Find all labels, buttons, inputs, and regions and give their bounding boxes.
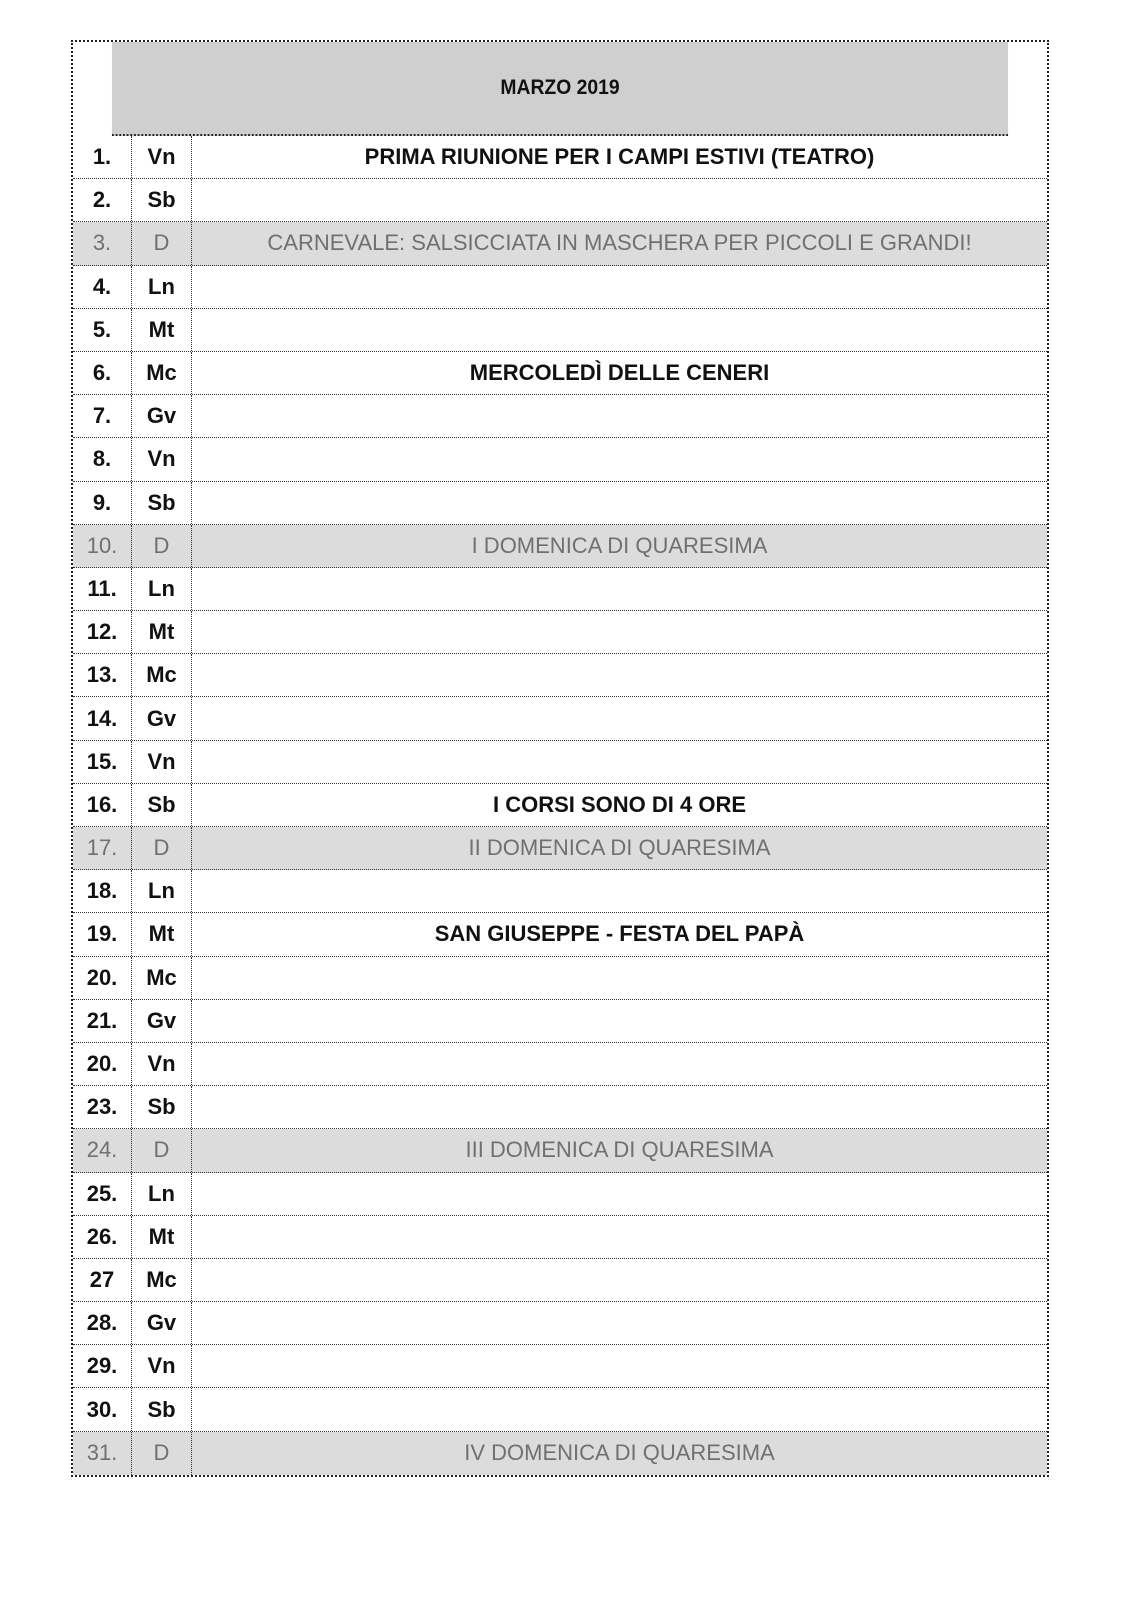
weekday-abbrev: Mt — [132, 309, 192, 351]
event-text — [192, 1259, 1047, 1301]
event-text — [192, 1345, 1047, 1387]
weekday-abbrev: Mt — [132, 913, 192, 955]
day-number: 7. — [73, 395, 132, 437]
calendar-table — [71, 40, 1049, 1477]
day-number: 12. — [73, 611, 132, 653]
day-number: 8. — [73, 438, 132, 480]
day-number: 9. — [73, 482, 132, 524]
day-number: 31. — [73, 1432, 132, 1475]
event-text — [192, 568, 1047, 610]
event-text — [192, 1388, 1047, 1430]
calendar-row — [73, 352, 1047, 395]
day-number: 3. — [73, 222, 132, 264]
event-text — [192, 1043, 1047, 1085]
weekday-abbrev: Mc — [132, 957, 192, 999]
calendar-row — [73, 136, 1047, 179]
event-text: I DOMENICA DI QUARESIMA — [471, 532, 768, 558]
event-text — [192, 697, 1047, 739]
weekday-abbrev: Mt — [132, 1216, 192, 1258]
weekday-abbrev: Mc — [132, 1259, 192, 1301]
day-number: 2. — [73, 179, 132, 221]
calendar-row — [73, 179, 1047, 222]
calendar-row — [73, 741, 1047, 784]
calendar-row — [73, 1432, 1047, 1475]
calendar-row — [73, 1388, 1047, 1431]
calendar-rows — [73, 136, 1047, 1475]
month-title: MARZO 2019 — [112, 42, 1008, 136]
weekday-abbrev: Ln — [132, 266, 192, 308]
day-number: 24. — [73, 1129, 132, 1171]
day-number: 16. — [73, 784, 132, 826]
day-number: 26. — [73, 1216, 132, 1258]
calendar-row — [73, 697, 1047, 740]
calendar-row — [73, 309, 1047, 352]
calendar-row — [73, 1043, 1047, 1086]
weekday-abbrev: Gv — [132, 1000, 192, 1042]
weekday-abbrev: Vn — [132, 136, 192, 178]
weekday-abbrev: Vn — [132, 438, 192, 480]
event-text — [192, 1216, 1047, 1258]
calendar-row — [73, 568, 1047, 611]
calendar-row — [73, 913, 1047, 956]
event-text: IV DOMENICA DI QUARESIMA — [464, 1440, 775, 1466]
day-number: 10. — [73, 525, 132, 567]
weekday-abbrev: D — [132, 222, 192, 264]
weekday-abbrev: Vn — [132, 1043, 192, 1085]
event-text — [192, 957, 1047, 999]
calendar-row — [73, 222, 1047, 265]
day-number: 6. — [73, 352, 132, 394]
event-text — [192, 1086, 1047, 1128]
day-number: 21. — [73, 1000, 132, 1042]
weekday-abbrev: D — [132, 525, 192, 567]
event-text — [192, 266, 1047, 308]
event-text: SAN GIUSEPPE - FESTA DEL PAPÀ — [434, 921, 805, 947]
day-number: 11. — [73, 568, 132, 610]
calendar-row — [73, 266, 1047, 309]
day-number: 18. — [73, 870, 132, 912]
day-number: 29. — [73, 1345, 132, 1387]
weekday-abbrev: Sb — [132, 1388, 192, 1430]
calendar-row — [73, 1216, 1047, 1259]
event-text — [192, 438, 1047, 480]
day-number: 30. — [73, 1388, 132, 1430]
weekday-abbrev: Mc — [132, 352, 192, 394]
weekday-abbrev: Gv — [132, 395, 192, 437]
weekday-abbrev: Sb — [132, 482, 192, 524]
calendar-row — [73, 957, 1047, 1000]
calendar-row — [73, 1259, 1047, 1302]
weekday-abbrev: Sb — [132, 179, 192, 221]
weekday-abbrev: D — [132, 1432, 192, 1475]
weekday-abbrev: Gv — [132, 1302, 192, 1344]
day-number: 19. — [73, 913, 132, 955]
event-text: III DOMENICA DI QUARESIMA — [465, 1137, 774, 1163]
day-number: 17. — [73, 827, 132, 869]
day-number: 20. — [73, 957, 132, 999]
calendar-row — [73, 525, 1047, 568]
calendar-row — [73, 438, 1047, 481]
weekday-abbrev: Ln — [132, 1173, 192, 1215]
calendar-row — [73, 654, 1047, 697]
day-number: 14. — [73, 697, 132, 739]
calendar-row — [73, 611, 1047, 654]
weekday-abbrev: Vn — [132, 741, 192, 783]
event-text — [192, 1000, 1047, 1042]
event-text: MERCOLEDÌ DELLE CENERI — [469, 360, 770, 386]
calendar-row — [73, 1345, 1047, 1388]
weekday-abbrev: Sb — [132, 784, 192, 826]
weekday-abbrev: Sb — [132, 1086, 192, 1128]
event-text — [192, 309, 1047, 351]
weekday-abbrev: Ln — [132, 568, 192, 610]
weekday-abbrev: D — [132, 827, 192, 869]
weekday-abbrev: Gv — [132, 697, 192, 739]
day-number: 20. — [73, 1043, 132, 1085]
day-number: 27 — [73, 1259, 132, 1301]
event-text — [192, 611, 1047, 653]
day-number: 15. — [73, 741, 132, 783]
calendar-row — [73, 395, 1047, 438]
event-text — [192, 179, 1047, 221]
day-number: 1. — [73, 136, 132, 178]
calendar-row — [73, 1086, 1047, 1129]
day-number: 28. — [73, 1302, 132, 1344]
day-number: 4. — [73, 266, 132, 308]
calendar-row — [73, 784, 1047, 827]
calendar-row — [73, 1302, 1047, 1345]
event-text: CARNEVALE: SALSICCIATA IN MASCHERA PER PICCOLI E GRANDI! — [267, 230, 972, 256]
weekday-abbrev: Mt — [132, 611, 192, 653]
event-text: II DOMENICA DI QUARESIMA — [468, 835, 771, 861]
event-text — [192, 741, 1047, 783]
weekday-abbrev: Ln — [132, 870, 192, 912]
weekday-abbrev: Mc — [132, 654, 192, 696]
calendar-row — [73, 827, 1047, 870]
day-number: 13. — [73, 654, 132, 696]
event-text: I CORSI SONO DI 4 ORE — [492, 791, 747, 817]
event-text — [192, 1173, 1047, 1215]
day-number: 23. — [73, 1086, 132, 1128]
weekday-abbrev: D — [132, 1129, 192, 1171]
calendar-row — [73, 870, 1047, 913]
event-text — [192, 870, 1047, 912]
event-text — [192, 482, 1047, 524]
calendar-row — [73, 1000, 1047, 1043]
calendar-row — [73, 1173, 1047, 1216]
day-number: 25. — [73, 1173, 132, 1215]
event-text — [192, 395, 1047, 437]
calendar-row — [73, 1129, 1047, 1172]
weekday-abbrev: Vn — [132, 1345, 192, 1387]
calendar-row — [73, 482, 1047, 525]
event-text — [192, 654, 1047, 696]
event-text — [192, 1302, 1047, 1344]
event-text: PRIMA RIUNIONE PER I CAMPI ESTIVI (TEATRO) — [364, 144, 875, 170]
day-number: 5. — [73, 309, 132, 351]
